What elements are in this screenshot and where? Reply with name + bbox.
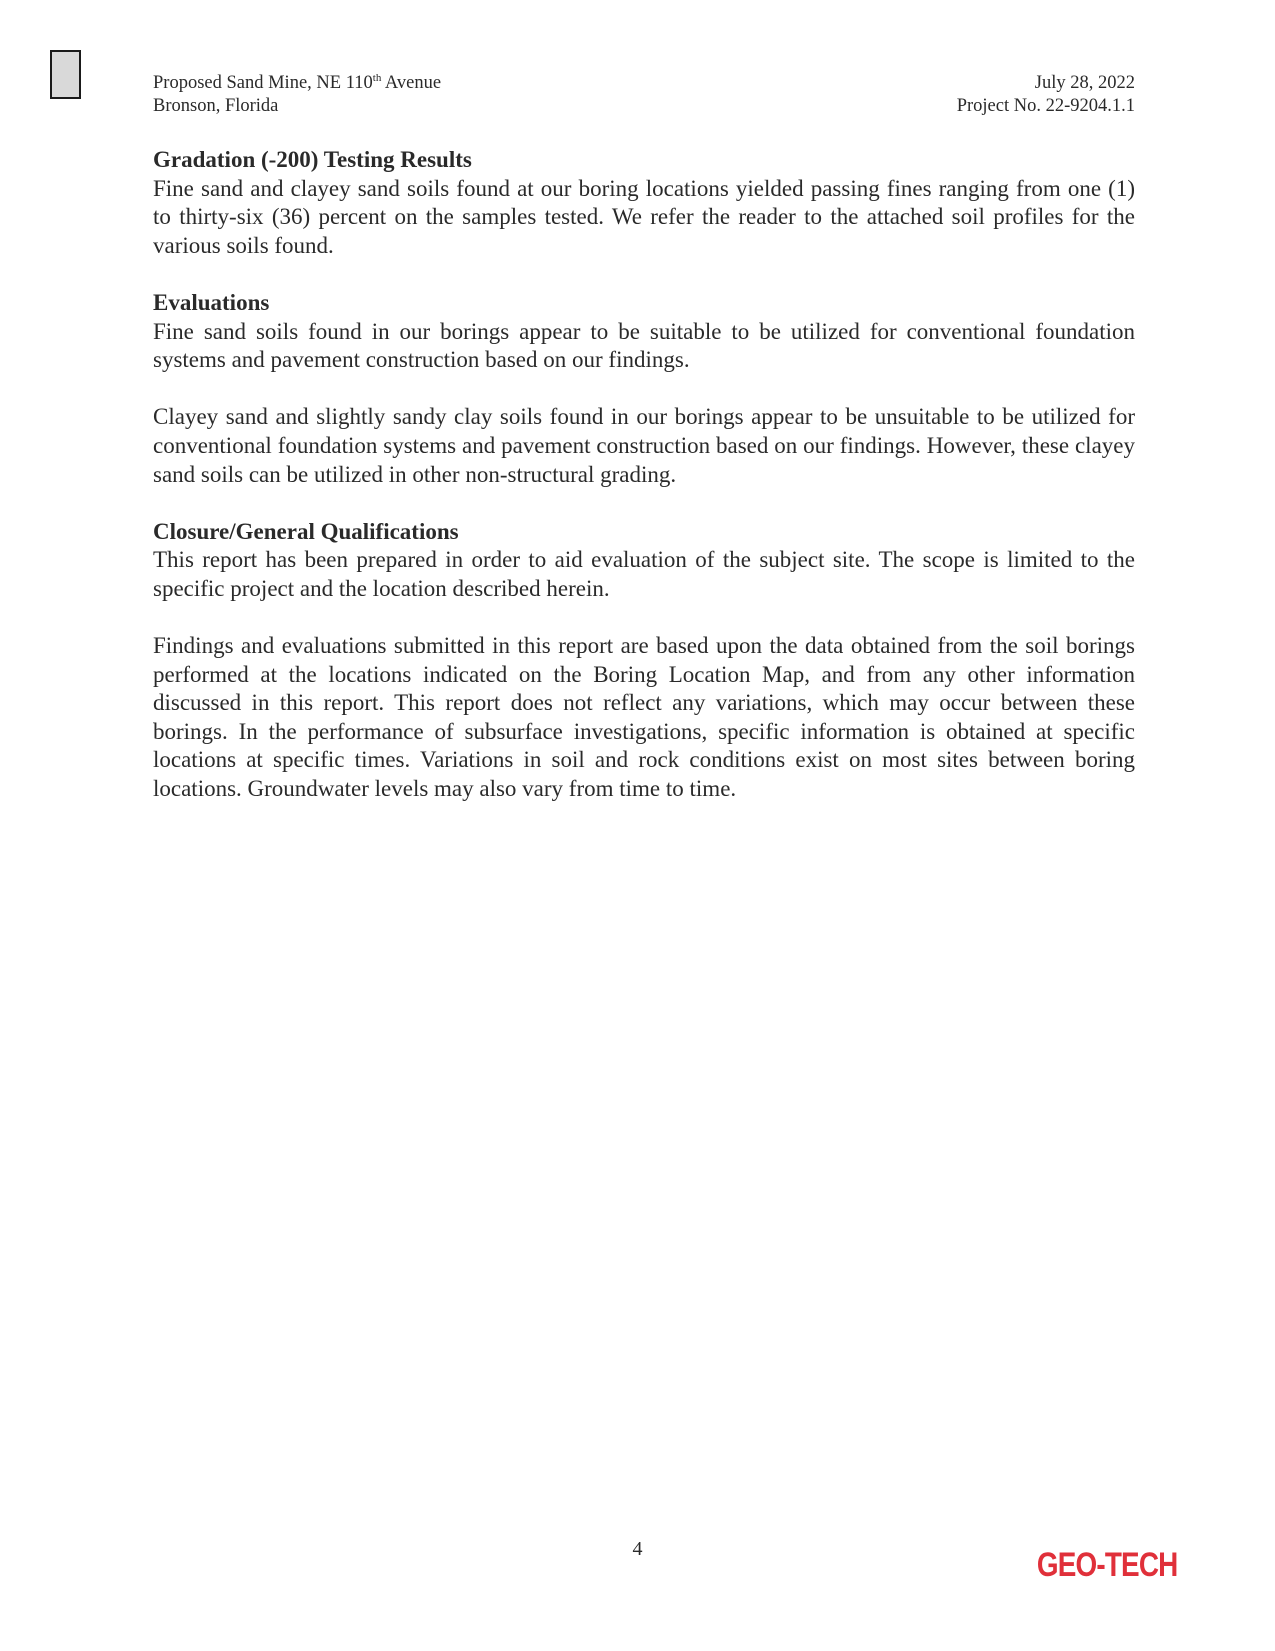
section-gradation	[153, 146, 1135, 260]
page-marker-box	[50, 50, 81, 99]
paragraph: This report has been prepared in order to aid evaluation of the subject site. The scope is limited to the specific project and the location described herein.	[153, 547, 1135, 601]
project-location: Bronson, Florida	[153, 96, 279, 116]
project-name: Proposed Sand Mine, NE 110th Avenue	[153, 72, 442, 93]
section-heading: Closure/General Qualifications	[153, 518, 459, 544]
project-number: Project No. 22-9204.1.1	[956, 96, 1135, 116]
header-right	[957, 72, 1135, 118]
paragraph: Findings and evaluations submitted in this report are based upon the data obtained from the soil borings performed at the locations indicated on the Boring Location Map, and from any other information discussed in this report. This report does not reflect any variations, which may occur between these borings. In the performance of subsurface investigations, specific information is obtained at specific locations at specific times. Variations in soil and rock conditions exist on most sites between boring locations. Groundwater levels may also vary from time to time.	[153, 633, 1135, 802]
geo-tech-logo: GEO-TECH	[1036, 1546, 1177, 1584]
paragraph: Clayey sand and slightly sandy clay soils found in our borings appear to be unsuitable to be utilized for conventional foundation systems and pavement construction based on our findings. However, these clayey sand soils can be utilized in other non-structural grading.	[153, 404, 1135, 487]
section-heading: Gradation (-200) Testing Results	[153, 147, 472, 172]
section-heading: Evaluations	[153, 289, 270, 315]
report-date: July 28, 2022	[1034, 73, 1135, 93]
page-number: 4	[632, 1538, 643, 1560]
paragraph: Fine sand and clayey sand soils found at our boring locations yielded passing fines ranging from one (1) to thirty-six (36) percent on the samples tested. We refer the reader to the attached soil profiles for the various soils found.	[153, 175, 1135, 258]
section-closure	[153, 518, 1135, 804]
header-left	[153, 72, 441, 118]
paragraph: Fine sand soils found in our borings appear to be suitable to be utilized for conventional foundation systems and pavement construction based on our findings.	[153, 318, 1135, 373]
section-evaluations	[153, 289, 1135, 489]
report-body	[153, 146, 1135, 832]
